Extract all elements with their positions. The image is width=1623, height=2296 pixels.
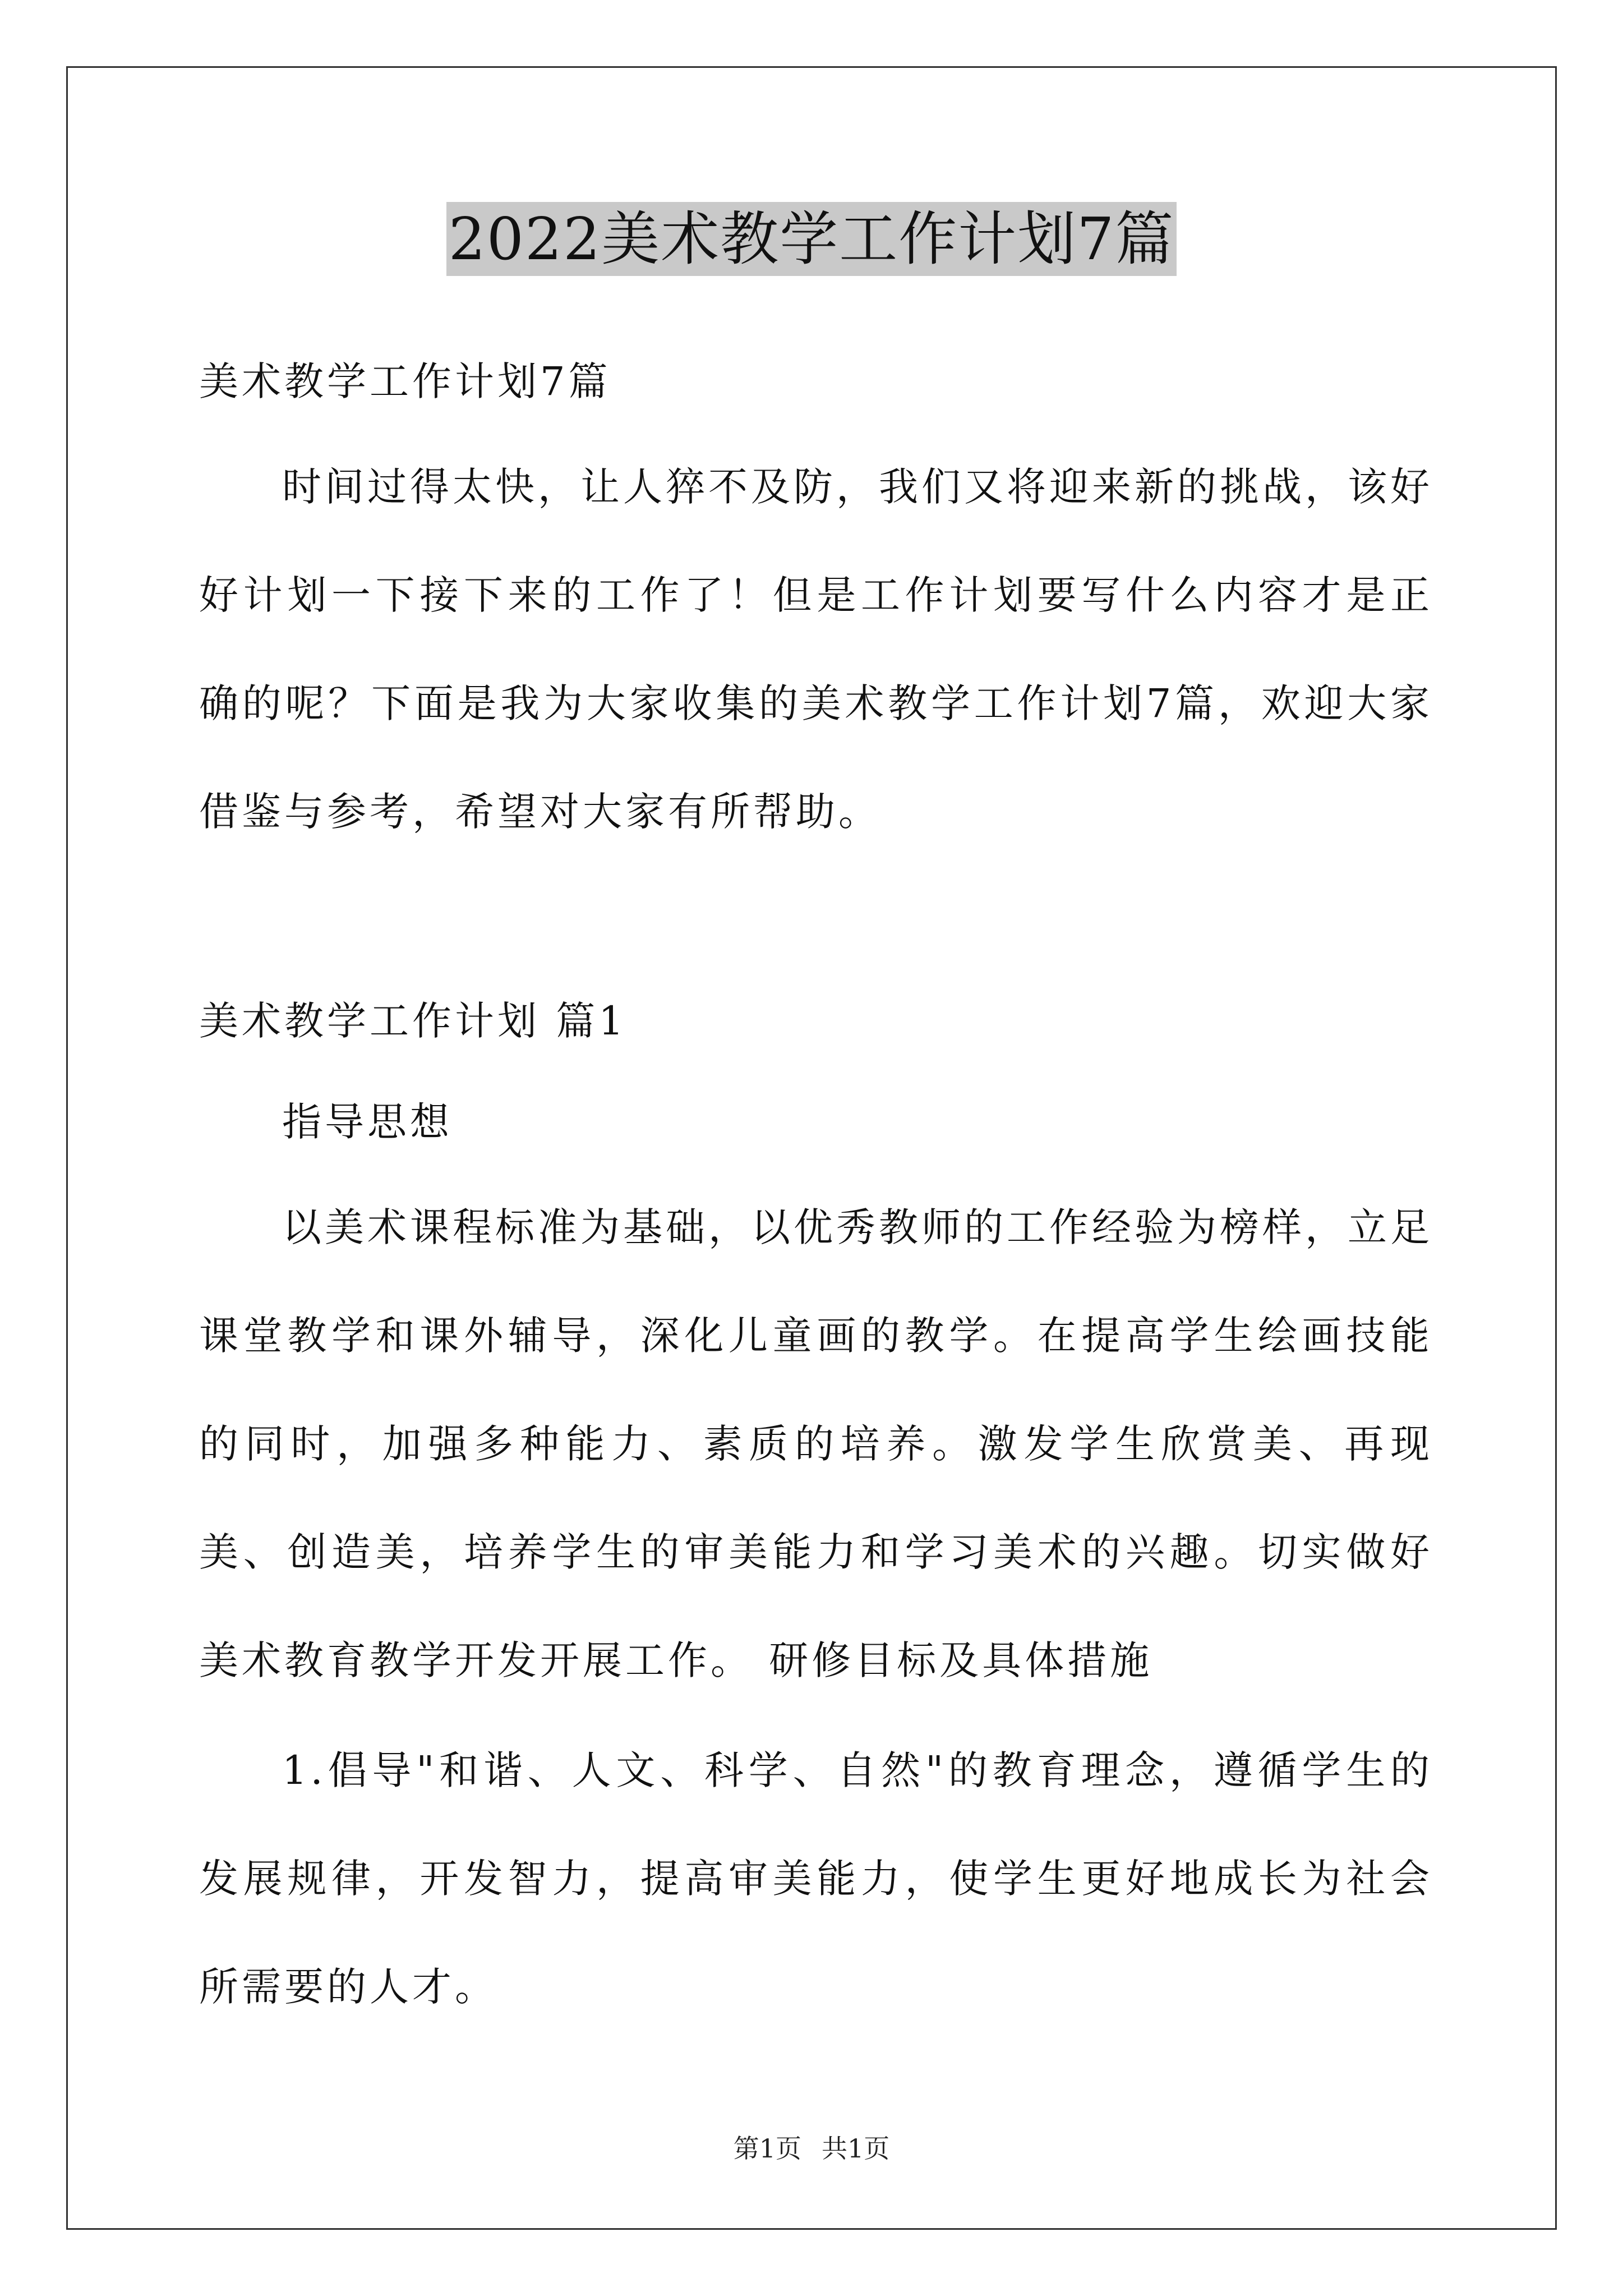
intro-paragraph: 时间过得太快，让人猝不及防，我们又将迎来新的挑战，该好好计划一下接下来的工作了！但是工作计划要写什么内容才是正确的呢？下面是我为大家收集的美术教学工作计划7篇，欢迎大家借鉴与参考，希望对大家有所帮助。 xyxy=(199,464,1433,835)
document-title xyxy=(0,202,1623,276)
document-subtitle: 美术教学工作计划7篇 xyxy=(199,358,611,404)
guide-heading: 指导思想 xyxy=(282,1099,453,1145)
list-item: 1.倡导"和谐、人文、科学、自然"的教育理念，遵循学生的发展规律，开发智力，提高审美能力，使学生更好地成长为社会所需要的人才。 xyxy=(199,1747,1433,2010)
section-heading: 美术教学工作计划 篇1 xyxy=(199,998,627,1044)
document-title-text: 2022美术教学工作计划7篇 xyxy=(446,202,1177,276)
page-number: 第1页 xyxy=(733,2133,801,2164)
page-total: 共1页 xyxy=(822,2133,890,2164)
guide-paragraph: 以美术课程标准为基础，以优秀教师的工作经验为榜样，立足课堂教学和课外辅导，深化儿童画的教学。在提高学生绘画技能的同时，加强多种能力、素质的培养。激发学生欣赏美、再现美、创造美，培养学生的审美能力和学习美术的兴趣。切实做好美术教育教学开发开展工作。 研修目标及具体措施 xyxy=(199,1204,1433,1683)
page-footer xyxy=(0,2132,1623,2165)
